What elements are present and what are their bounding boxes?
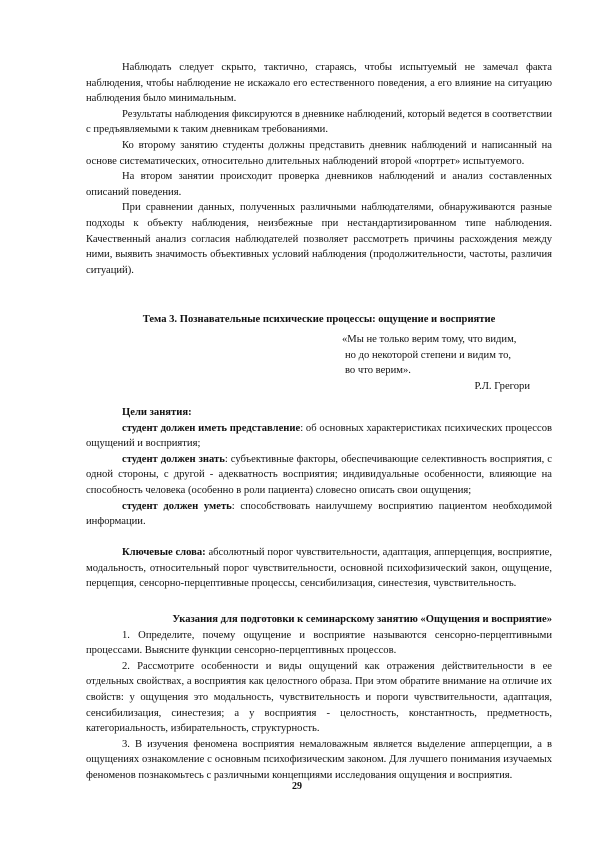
keywords-label: Ключевые слова:: [122, 547, 206, 558]
goal-item: [86, 452, 552, 499]
goal-item: [86, 421, 552, 452]
epigraph-line: во что верим».: [345, 365, 411, 377]
goals-heading: Цели занятия:: [122, 407, 192, 418]
instruction-item: 1. Определите, почему ощущение и восприятие называются сенсорно-перцептивными процессами. Выясните функции сенсорно-перцептивных процессов.: [86, 629, 552, 657]
goal-text: : об основных характеристиках психических процессов ощущений и восприятия;: [86, 422, 552, 450]
keywords-text: абсолютный порог чувствительности, адаптация, апперцепция, восприятие, модальность, относительный порог чувствительности, основной психофизический закон, ощущение, перцепция, сенсорно-перцептивные процессы, сенсибилизация, синестезия, чувствительность.: [86, 547, 552, 590]
instruction-item: 2. Рассмотрите особенности и виды ощущений как отражения действительности в ее отдельных свойствах, а восприятия как целостного образа. При этом обратите внимание на отличие их свойств: у ощущения это модальность, чувствительность и пороги чувствительности, адаптация, сенсибилизация, синестезия; а у восприятия - целостность, константность, предметность, категориальность, избирательность, структурность.: [86, 660, 552, 735]
paragraph: Ко второму занятию студенты должны представить дневник наблюдений и написанный на основе систематических, относительно длительных наблюдений второй «портрет» испытуемого.: [86, 139, 552, 167]
epigraph-line: но до некоторой степени и видим то,: [345, 349, 512, 361]
goal-text: : субъективные факторы, обеспечивающие селективность восприятия, с одной стороны, с другой - адекватность восприятия; индивидуальные особенности, влияющие на способность человека (особенно в роли пациента) словесно описать свои ощущения;: [86, 453, 552, 496]
keywords-section: [86, 545, 552, 592]
instruction-item: 3. В изучения феномена восприятия немаловажным является выделение апперцепции, а в ощущениях ознакомление с основным психофизическим законом. Для лучшего понимания изучаемых феноменов познакомьтесь с различными концепциями исследования ощущения и восприятия.: [86, 738, 552, 781]
paragraph: На втором занятии происходит проверка дневников наблюдений и анализ составленных описаний поведения.: [86, 171, 552, 198]
goal-label: студент должен уметь: [122, 500, 232, 512]
page-number: 29: [292, 781, 302, 792]
goal-item: [86, 499, 552, 530]
topic-title: Тема 3. Познавательные психические процессы: ощущение и восприятие: [142, 314, 496, 325]
goal-label: студент должен иметь представление: [122, 422, 301, 434]
paragraph: Наблюдать следует скрыто, тактично, стараясь, чтобы испытуемый не замечал факта наблюдения, чтобы наблюдение не искажало его естественного поведения, а его влияние на ситуацию наблюдения было минимальным.: [86, 62, 552, 105]
epigraph: [342, 332, 552, 394]
goals-section: [86, 405, 552, 530]
intro-section: [86, 60, 552, 278]
instructions-title: Указания для подготовки к семинарскому занятию «Ощущения и восприятие»: [172, 614, 552, 625]
goal-label: студент должен знать: [122, 453, 225, 465]
epigraph-author: Р.Л. Грегори: [474, 380, 530, 392]
goal-text: : способствовать наилучшему восприятию пациентом необходимой информации.: [86, 500, 553, 528]
epigraph-line: «Мы не только верим тому, что видим,: [342, 334, 517, 345]
keywords-paragraph: [86, 545, 552, 592]
paragraph: Результаты наблюдения фиксируются в дневнике наблюдений, который ведется в соответствии с предъявляемыми к таким дневникам требованиями.: [86, 108, 552, 136]
instructions-section: [86, 612, 552, 784]
paragraph: При сравнении данных, полученных различными наблюдателями, обнаруживаются разные подходы к объекту наблюдения, неизбежные при нестандартизированном типе наблюдения. Качественный анализ согласия наблюдателей позволяет рассмотреть причины расхождения между ними, выявить значимость объективных условий наблюдения (продолжительности, частоты, различия ситуаций).: [86, 202, 552, 276]
